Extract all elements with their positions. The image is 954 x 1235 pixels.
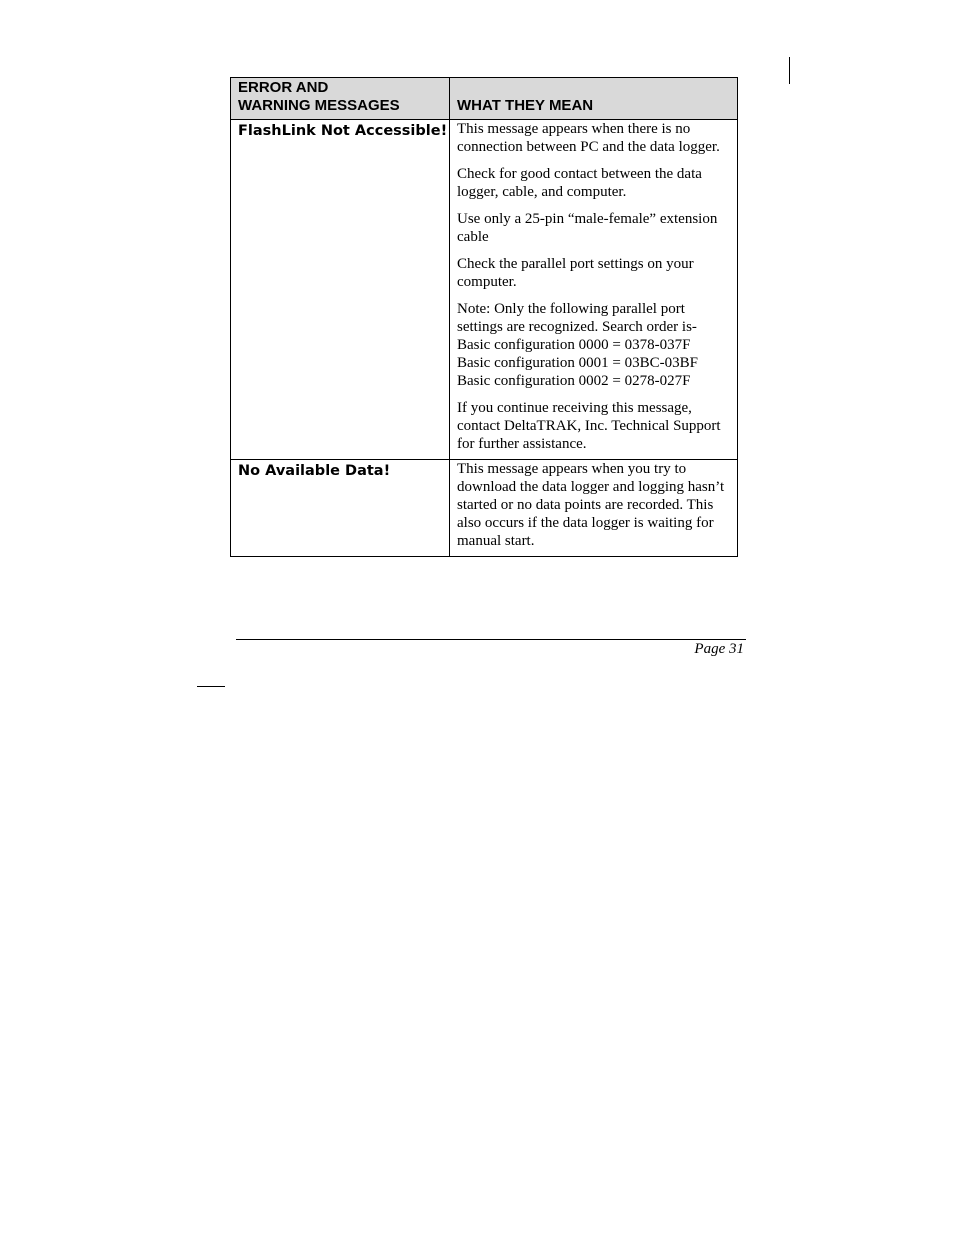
table-row bbox=[231, 460, 738, 557]
description-paragraph: This message appears when there is no connection between PC and the data logger. bbox=[457, 121, 720, 155]
term-cell bbox=[231, 120, 450, 460]
description-paragraph: Use only a 25-pin “male-female” extension cable bbox=[457, 211, 718, 245]
term-cell bbox=[231, 460, 450, 557]
description-paragraph: Check the parallel port settings on your computer. bbox=[457, 256, 694, 290]
note-config-line: Basic configuration 0002 = 0278-027F bbox=[457, 373, 691, 389]
table-header-row bbox=[231, 78, 738, 120]
description-cell bbox=[450, 460, 738, 557]
page-number: Page 31 bbox=[694, 641, 744, 657]
table-row bbox=[231, 120, 738, 460]
header-col1-line2: WARNING MESSAGES bbox=[238, 97, 400, 114]
change-bar bbox=[789, 57, 790, 84]
description-paragraph: Check for good contact between the data logger, cable, and computer. bbox=[457, 166, 702, 200]
crop-mark bbox=[197, 686, 225, 687]
term-no-available-data: No Available Data! bbox=[238, 463, 391, 479]
footer-rule bbox=[236, 639, 746, 640]
description-paragraph: This message appears when you try to download the data logger and logging hasn’t started or no data points are recorded. This also occurs if the data logger is waiting for manual start. bbox=[457, 461, 725, 549]
note-intro: Note: Only the following parallel port settings are recognized. Search order is- bbox=[457, 301, 697, 335]
error-messages-table bbox=[230, 77, 738, 557]
header-col1-line1: ERROR AND bbox=[238, 79, 329, 96]
term-flashlink-not-accessible: FlashLink Not Accessible! bbox=[238, 123, 448, 139]
header-error-and-warning-messages bbox=[231, 78, 450, 120]
description-cell bbox=[450, 120, 738, 460]
note-config-line: Basic configuration 0000 = 0378-037F bbox=[457, 337, 691, 353]
note-config-line: Basic configuration 0001 = 03BC-03BF bbox=[457, 355, 698, 371]
description-paragraph: If you continue receiving this message, contact DeltaTRAK, Inc. Technical Support for further assistance. bbox=[457, 400, 721, 452]
note-paragraph bbox=[457, 300, 730, 390]
header-what-they-mean: WHAT THEY MEAN bbox=[450, 78, 738, 120]
